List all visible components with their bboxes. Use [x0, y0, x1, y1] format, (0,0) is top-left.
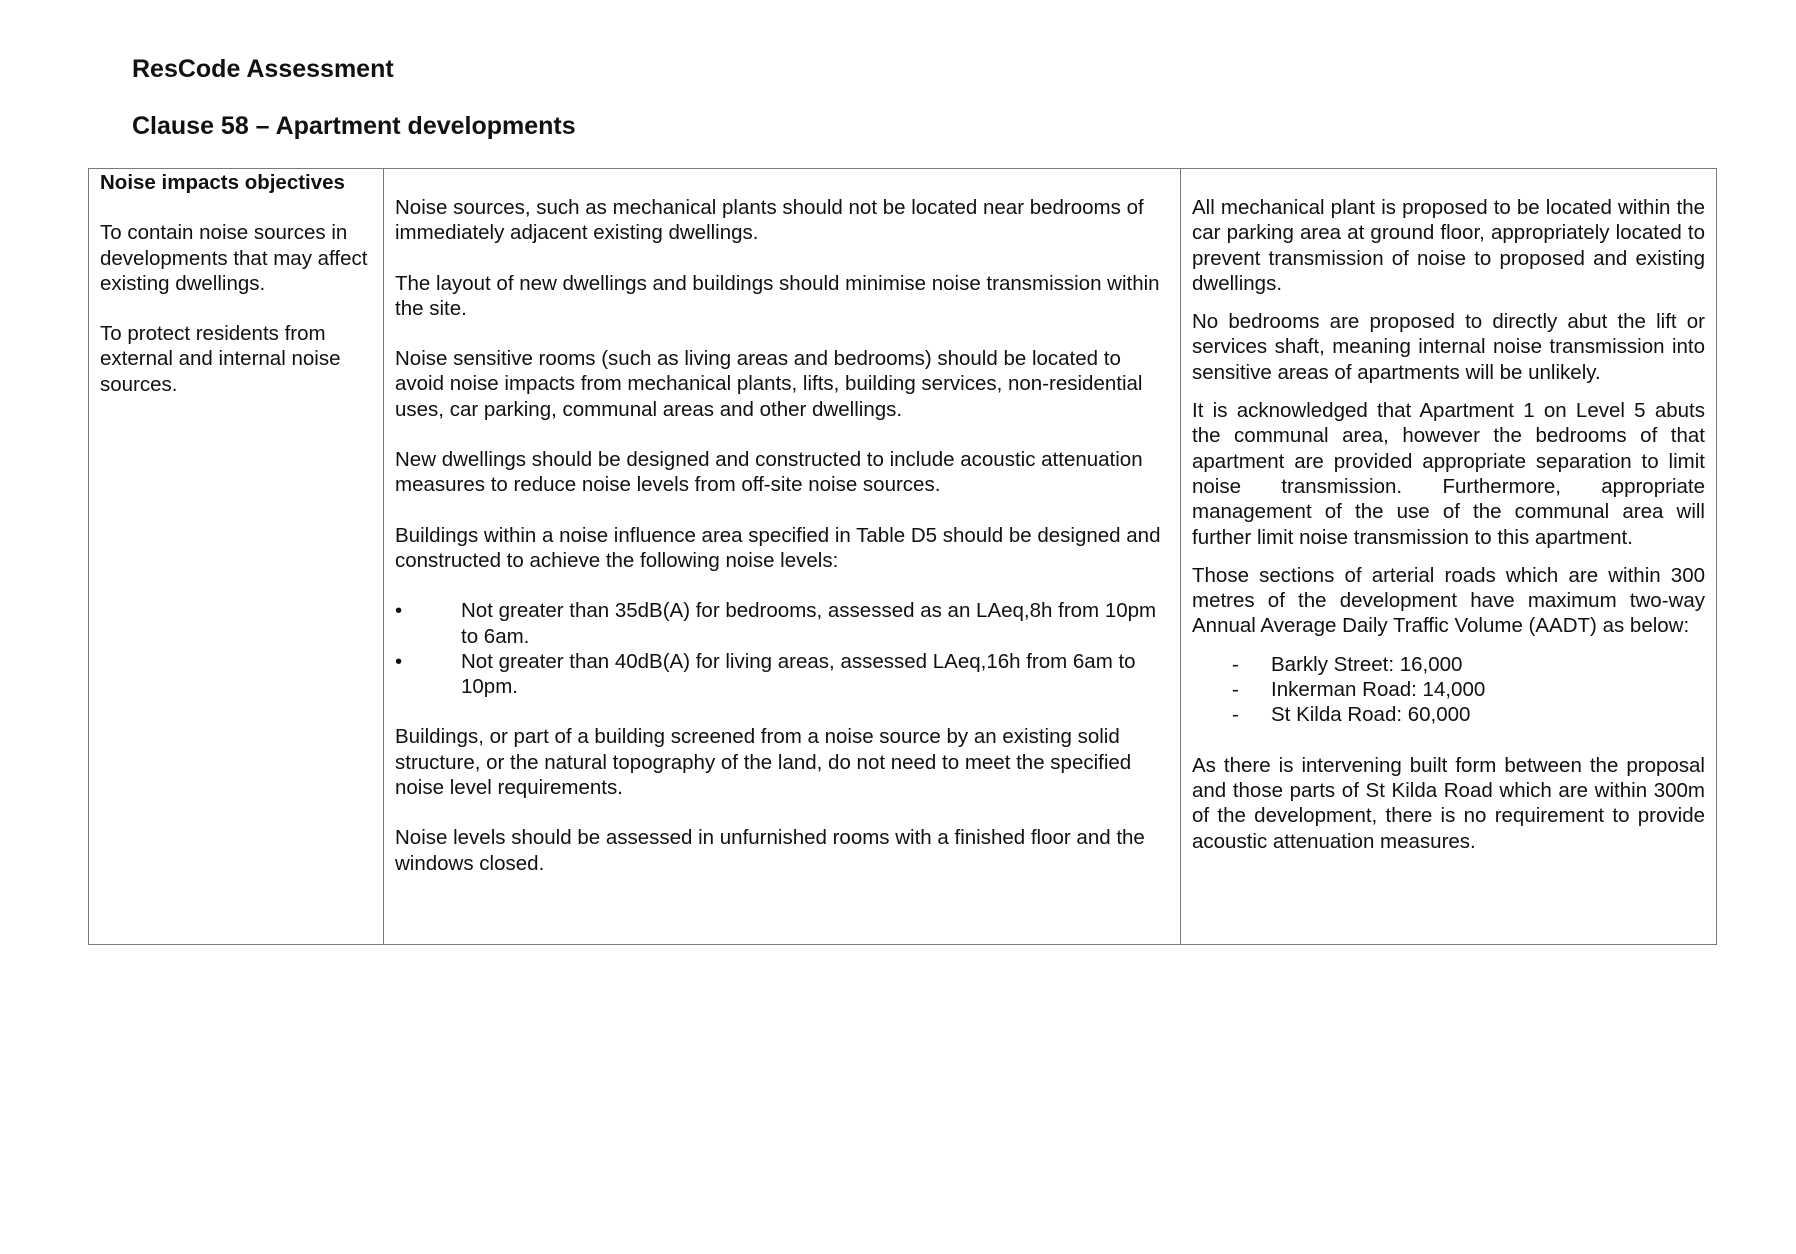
standard-paragraph: Noise sources, such as mechanical plants should not be located near bedrooms of immediately adjacent existing dwellings.	[395, 196, 1144, 245]
objectives-cell	[89, 169, 384, 945]
list-item-text: Not greater than 35dB(A) for bedrooms, assessed as an LAeq,8h from 10pm to 6am.	[461, 599, 1157, 648]
standard-paragraph: Buildings, or part of a building screened from a noise source by an existing solid structure, or the natural topography of the land, do not need to meet the specified noise level requirements.	[395, 725, 1132, 800]
response-closing: As there is intervening built form between the proposal and those parts of St Kilda Road which are within 300m of the development, there is no requirement to provide acoustic attenuation measures.	[1192, 753, 1705, 853]
standards-cell	[384, 169, 1181, 945]
dash-icon: -	[1232, 652, 1239, 676]
list-item	[395, 649, 1169, 700]
response-cell	[1181, 169, 1717, 945]
response-paragraph: No bedrooms are proposed to directly abut the lift or services shaft, meaning internal noise transmission into sensitive areas of apartments will be unlikely.	[1192, 310, 1705, 384]
document-title: ResCode Assessment	[132, 55, 394, 83]
bullet-icon: •	[395, 599, 403, 623]
list-item-text: Barkly Street: 16,000	[1271, 652, 1463, 676]
road-volume-list	[1192, 652, 1705, 728]
bullet-icon: •	[395, 649, 403, 673]
noise-level-list	[395, 598, 1169, 699]
standard-paragraph: The layout of new dwellings and buildings should minimise noise transmission within the site.	[395, 271, 1160, 320]
list-item	[395, 598, 1169, 649]
document-subtitle: Clause 58 – Apartment developments	[132, 112, 576, 140]
list-item-text: Not greater than 40dB(A) for living areas, assessed LAeq,16h from 6am to 10pm.	[461, 649, 1136, 699]
objective-item: To protect residents from external and internal noise sources.	[100, 322, 341, 396]
dash-icon: -	[1232, 703, 1239, 727]
list-item	[1192, 677, 1705, 702]
standard-paragraph: New dwellings should be designed and constructed to include acoustic attenuation measures to reduce noise levels from off-site noise sources.	[395, 448, 1143, 497]
list-item	[1192, 702, 1705, 727]
dash-icon: -	[1232, 678, 1239, 702]
response-paragraph: Those sections of arterial roads which are within 300 metres of the development have maximum two-way Annual Average Daily Traffic Volume (AADT) as below:	[1192, 563, 1705, 638]
assessment-table	[88, 168, 1717, 945]
standard-paragraph: Noise levels should be assessed in unfurnished rooms with a finished floor and the windows closed.	[395, 826, 1145, 875]
list-item	[1192, 652, 1705, 677]
response-paragraph: It is acknowledged that Apartment 1 on Level 5 abuts the communal area, however the bedrooms of that apartment are provided appropriate separation to limit noise transmission. Furthermore, appropriate management of the use of the communal area will further limit noise transmission to this apartment.	[1192, 399, 1705, 549]
response-paragraph: All mechanical plant is proposed to be located within the car parking area at ground floor, appropriately located to prevent transmission of noise to proposed and existing dwellings.	[1192, 196, 1705, 295]
objective-item: To contain noise sources in developments that may affect existing dwellings.	[100, 221, 368, 295]
standard-paragraph: Noise sensitive rooms (such as living areas and bedrooms) should be located to avoid noise impacts from mechanical plants, lifts, building services, non-residential uses, car parking, communal areas and other dwellings.	[395, 347, 1143, 421]
list-item-text: St Kilda Road: 60,000	[1271, 703, 1471, 727]
standard-paragraph: Buildings within a noise influence area specified in Table D5 should be designed and constructed to achieve the following noise levels:	[395, 523, 1161, 572]
table-row	[89, 169, 1717, 945]
objectives-title: Noise impacts objectives	[100, 171, 345, 194]
list-item-text: Inkerman Road: 14,000	[1271, 678, 1486, 702]
